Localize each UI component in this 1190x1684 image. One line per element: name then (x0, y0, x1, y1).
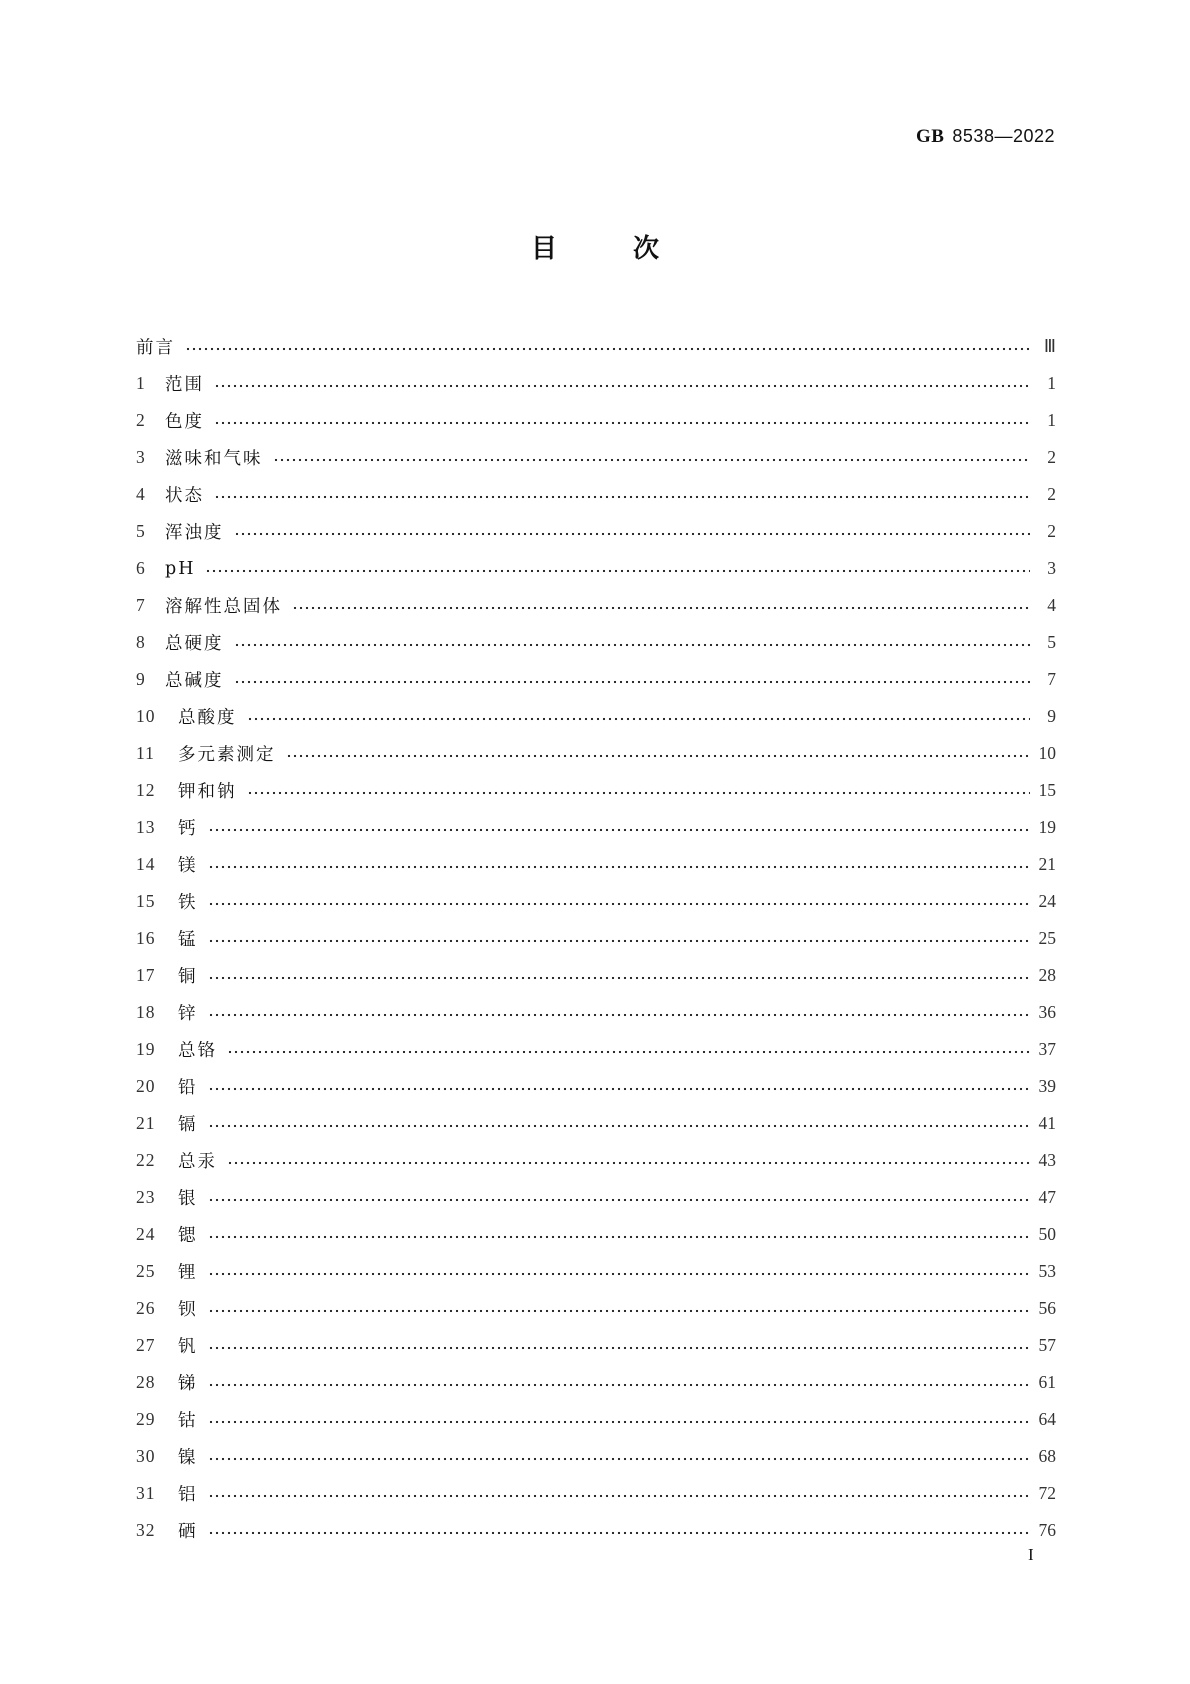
standard-number: 8538—2022 (952, 126, 1055, 146)
entry-page: 47 (1038, 1187, 1056, 1207)
entry-title: 总酸度 (178, 708, 237, 728)
entry-page: 7 (1047, 669, 1056, 689)
entry-title: 锶 (178, 1226, 198, 1246)
toc-entry[interactable] (136, 1253, 1056, 1290)
toc-entry[interactable] (136, 698, 1056, 735)
entry-title: 铁 (178, 893, 198, 913)
entry-title: 范围 (165, 375, 204, 395)
entry-page: 2 (1047, 521, 1056, 541)
entry-page: 36 (1038, 1002, 1056, 1022)
dot-leader (247, 791, 1031, 795)
entry-number: 5 (136, 521, 145, 541)
entry-number: 12 (136, 780, 156, 800)
entry-number: 10 (136, 706, 156, 726)
dot-leader (208, 1235, 1031, 1239)
dot-leader (208, 1087, 1031, 1091)
entry-number: 17 (136, 965, 156, 985)
toc-entry[interactable] (136, 1216, 1056, 1253)
toc-entry[interactable] (136, 1475, 1056, 1512)
entry-title: 钒 (178, 1337, 198, 1357)
toc-entry[interactable] (136, 1364, 1056, 1401)
dot-leader (286, 754, 1031, 758)
dot-leader (214, 421, 1030, 425)
entry-number: 15 (136, 891, 156, 911)
entry-number: 8 (136, 632, 145, 652)
toc-entry[interactable] (136, 476, 1056, 513)
toc-entry[interactable] (136, 328, 1056, 365)
entry-number: 7 (136, 595, 145, 615)
toc-entry[interactable] (136, 1401, 1056, 1438)
toc-entry[interactable] (136, 624, 1056, 661)
toc-entry[interactable] (136, 1105, 1056, 1142)
entry-number: 32 (136, 1520, 156, 1540)
entry-title: 铅 (178, 1078, 198, 1098)
entry-page: 19 (1038, 817, 1056, 837)
toc-entry[interactable] (136, 1031, 1056, 1068)
dot-leader (227, 1050, 1030, 1054)
entry-page: 53 (1038, 1261, 1056, 1281)
dot-leader (208, 828, 1031, 832)
entry-title: 镉 (178, 1115, 198, 1135)
entry-title: 钡 (178, 1300, 198, 1320)
entry-page: 10 (1038, 743, 1056, 763)
dot-leader (247, 717, 1031, 721)
entry-number: 26 (136, 1298, 156, 1318)
entry-title: 锂 (178, 1263, 198, 1283)
entry-title: 色度 (165, 412, 204, 432)
entry-number: 18 (136, 1002, 156, 1022)
entry-number: 13 (136, 817, 156, 837)
entry-page: 61 (1038, 1372, 1056, 1392)
entry-number: 14 (136, 854, 156, 874)
dot-leader (185, 347, 1030, 351)
entry-number: 22 (136, 1150, 156, 1170)
entry-number: 11 (136, 743, 155, 763)
entry-title: 总碱度 (165, 671, 224, 691)
entry-title: 浑浊度 (165, 523, 224, 543)
toc-entry[interactable] (136, 550, 1056, 587)
entry-page: 43 (1038, 1150, 1056, 1170)
dot-leader (214, 384, 1030, 388)
toc-entry[interactable] (136, 402, 1056, 439)
entry-number: 1 (136, 373, 145, 393)
dot-leader (208, 1494, 1031, 1498)
dot-leader (208, 1346, 1031, 1350)
entry-page: 3 (1047, 558, 1056, 578)
dot-leader (208, 865, 1031, 869)
dot-leader (234, 680, 1031, 684)
toc-entry[interactable] (136, 661, 1056, 698)
entry-title: 多元素测定 (178, 745, 276, 765)
entry-page: 68 (1038, 1446, 1056, 1466)
dot-leader (208, 1198, 1031, 1202)
entry-title: 溶解性总固体 (165, 597, 282, 617)
toc-entry[interactable] (136, 1290, 1056, 1327)
entry-title: 铝 (178, 1485, 198, 1505)
toc-entry[interactable] (136, 994, 1056, 1031)
entry-number: 23 (136, 1187, 156, 1207)
entry-number: 25 (136, 1261, 156, 1281)
entry-number: 19 (136, 1039, 156, 1059)
entry-page: 56 (1038, 1298, 1056, 1318)
entry-title: 总铬 (178, 1041, 217, 1061)
entry-page: Ⅲ (1043, 336, 1056, 356)
entry-page: 37 (1038, 1039, 1056, 1059)
entry-title: 镍 (178, 1448, 198, 1468)
dot-leader (208, 1420, 1031, 1424)
dot-leader (208, 902, 1031, 906)
entry-number: 21 (136, 1113, 156, 1133)
dot-leader (208, 1309, 1031, 1313)
dot-leader (208, 976, 1031, 980)
entry-title: 钙 (178, 819, 198, 839)
entry-title: 滋味和气味 (165, 449, 263, 469)
toc-entry[interactable] (136, 957, 1056, 994)
entry-number: 27 (136, 1335, 156, 1355)
entry-title: 钾和钠 (178, 782, 237, 802)
entry-page: 28 (1038, 965, 1056, 985)
toc-entry[interactable] (136, 1179, 1056, 1216)
entry-number: 28 (136, 1372, 156, 1392)
entry-title: 锑 (178, 1374, 198, 1394)
dot-leader (292, 606, 1030, 610)
dot-leader (205, 569, 1030, 573)
entry-title: 锌 (178, 1004, 198, 1024)
entry-title: 铜 (178, 967, 198, 987)
entry-page: 72 (1038, 1483, 1056, 1503)
entry-title: 总硬度 (165, 634, 224, 654)
toc-entry[interactable] (136, 439, 1056, 476)
dot-leader (208, 1457, 1031, 1461)
dot-leader (208, 1124, 1031, 1128)
dot-leader (234, 532, 1031, 536)
entry-title: 锰 (178, 930, 198, 950)
standard-prefix: GB (915, 126, 945, 147)
toc-entry[interactable] (136, 365, 1056, 402)
entry-page: 9 (1047, 706, 1056, 726)
entry-page: 64 (1038, 1409, 1056, 1429)
dot-leader (208, 939, 1031, 943)
dot-leader (227, 1161, 1030, 1165)
entry-title: pH (165, 558, 196, 579)
entry-title: 钴 (178, 1411, 198, 1431)
entry-title: 前言 (136, 338, 175, 358)
toc-entry[interactable] (136, 920, 1056, 957)
entry-page: 5 (1047, 632, 1056, 652)
dot-leader (214, 495, 1030, 499)
entry-page: 2 (1047, 447, 1056, 467)
toc-entry[interactable] (136, 809, 1056, 846)
entry-page: 21 (1038, 854, 1056, 874)
entry-number: 31 (136, 1483, 156, 1503)
entry-page: 15 (1038, 780, 1056, 800)
entry-title: 硒 (178, 1522, 198, 1542)
entry-number: 4 (136, 484, 145, 504)
entry-number: 29 (136, 1409, 156, 1429)
toc-entry[interactable] (136, 883, 1056, 920)
entry-page: 57 (1038, 1335, 1056, 1355)
entry-number: 20 (136, 1076, 156, 1096)
entry-page: 4 (1047, 595, 1056, 615)
entry-number: 24 (136, 1224, 156, 1244)
toc-entry[interactable] (136, 587, 1056, 624)
toc-entry[interactable] (136, 846, 1056, 883)
entry-number: 16 (136, 928, 156, 948)
entry-page: 39 (1038, 1076, 1056, 1096)
entry-title: 镁 (178, 856, 198, 876)
dot-leader (273, 458, 1031, 462)
entry-page: 76 (1038, 1520, 1056, 1540)
entry-number: 9 (136, 669, 145, 689)
dot-leader (208, 1531, 1031, 1535)
page-number: I (1028, 1545, 1034, 1564)
dot-leader (208, 1013, 1031, 1017)
toc-entry[interactable] (136, 513, 1056, 550)
dot-leader (208, 1383, 1031, 1387)
title-char: 目 (530, 234, 557, 264)
dot-leader (234, 643, 1031, 647)
dot-leader (208, 1272, 1031, 1276)
toc-entry[interactable] (136, 735, 1056, 772)
entry-title: 总汞 (178, 1152, 217, 1172)
toc-entry[interactable] (136, 1327, 1056, 1364)
entry-page: 50 (1038, 1224, 1056, 1244)
entry-title: 状态 (165, 486, 204, 506)
entry-page: 41 (1038, 1113, 1056, 1133)
entry-page: 1 (1047, 410, 1056, 430)
entry-number: 3 (136, 447, 145, 467)
toc-entry[interactable] (136, 1438, 1056, 1475)
entry-number: 30 (136, 1446, 156, 1466)
entry-number: 2 (136, 410, 145, 430)
entry-page: 24 (1038, 891, 1056, 911)
page-title (0, 228, 1190, 265)
entry-title: 银 (178, 1189, 198, 1209)
toc-entry[interactable] (136, 1512, 1056, 1549)
entry-page: 1 (1047, 373, 1056, 393)
entry-number: 6 (136, 558, 145, 578)
toc-entry[interactable] (136, 1068, 1056, 1105)
entry-page: 25 (1038, 928, 1056, 948)
toc-entry[interactable] (136, 1142, 1056, 1179)
toc-entry[interactable] (136, 772, 1056, 809)
document-code (916, 126, 1055, 148)
title-char: 次 (633, 234, 660, 264)
entry-page: 2 (1047, 484, 1056, 504)
table-of-contents (136, 328, 1056, 1549)
